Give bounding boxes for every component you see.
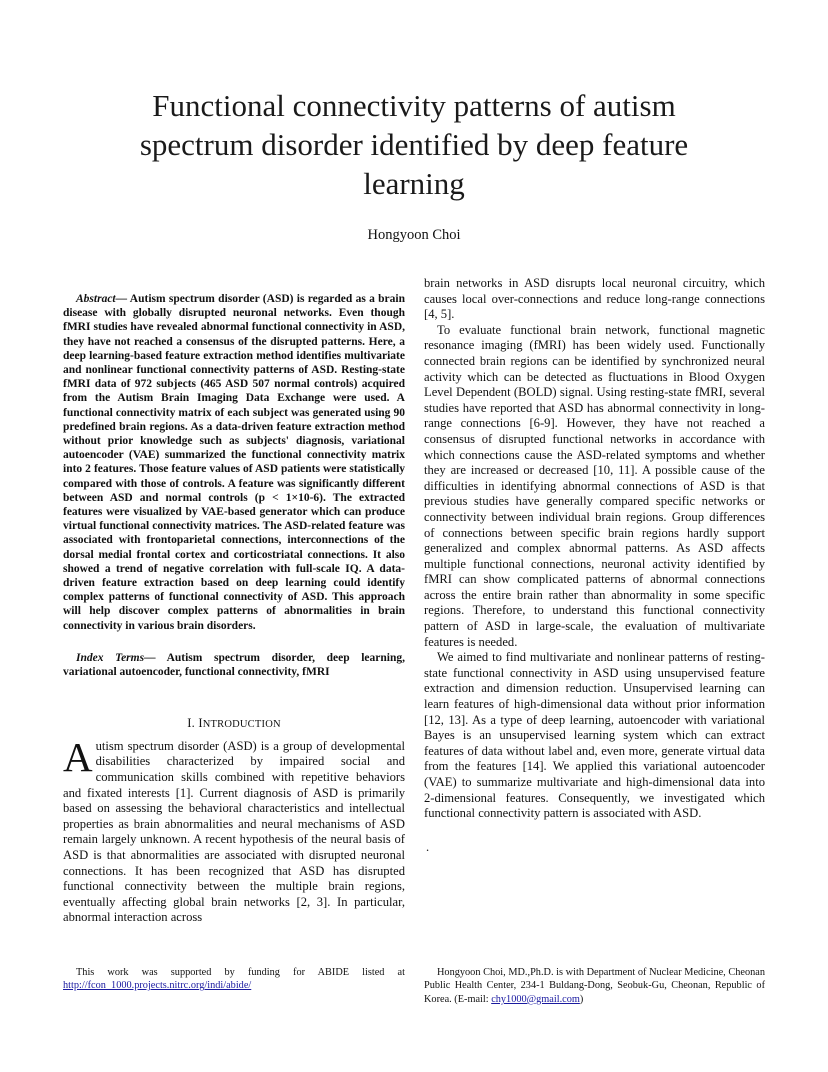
- index-terms: [63, 651, 405, 679]
- paper-title: [100, 86, 728, 203]
- right-column: [424, 276, 765, 855]
- section-numeral: I.: [187, 716, 195, 731]
- author-name: Hongyoon Choi: [367, 227, 461, 243]
- email-link[interactable]: chy1000@gmail.com: [491, 993, 580, 1005]
- title-line: spectrum disorder identified by deep feature: [139, 127, 689, 162]
- footnote-funding-text: This work was supported by funding for ABIDE listed at: [76, 967, 405, 978]
- abide-link[interactable]: http://fcon_1000.projects.nitrc.org/indi/abide/: [63, 980, 252, 992]
- abstract: [63, 292, 405, 633]
- index-terms-text: Autism spectrum disorder, deep learning, variational autoencoder, functional connectivity, fMRI: [63, 651, 405, 679]
- stray-dot: .: [426, 839, 430, 854]
- footnote-affiliation-text: Hongyoon Choi, MD.,Ph.D. is with Department of Nuclear Medicine, Cheonan Public Health Center, 234-1 Buldang-Dong, Seobuk-Gu, Cheonan, Republic of Korea. (E-mail:: [424, 967, 765, 1005]
- drop-cap: A: [63, 733, 93, 780]
- index-terms-label: Index Terms—: [76, 651, 156, 664]
- footnote-funding: [63, 966, 405, 993]
- section-heading: [63, 716, 405, 733]
- body-paragraph: We aimed to find multivariate and nonlinear patterns of resting-state functional connectivity in ASD using unsupervised feature extraction and dimension reduction. Unsupervised learning can learn features of high-dimensional data without prior information [12, 13]. As a type of deep learning, autoencoder with variational Bayes is an unsupervised learning system which can extract features of data without label and, even more, generate virtual data from the features [14]. We applied this variational autoencoder (VAE) to summarize multivariate and high-dimensional data into 2-dimensional features. Consequently, we investigated which functional connectivity pattern is associated with ASD.: [424, 650, 765, 821]
- footnote-affiliation: [424, 966, 765, 1006]
- left-column: [63, 292, 405, 926]
- section-rest: NTRODUCTION: [202, 719, 281, 731]
- body-paragraph: brain networks in ASD disrupts local neuronal circuitry, which causes local over-connections and reduce long-range connections [4, 5].: [424, 276, 765, 322]
- abstract-text: Autism spectrum disorder (ASD) is regarded as a brain disease with globally disrupted neuronal networks. Even though fMRI studies have revealed abnormal functional connectivity in ASD, they have not reached a consensus of the disrupted patterns. Here, a deep learning-based feature extraction method identifies multivariate and nonlinear functional connectivity patterns of ASD. Resting-state fMRI data of 972 subjects (465 ASD 507 normal controls) acquired from the Autism Brain Imaging Data Exchange were used. A functional connectivity matrix of each subject was generated using 90 predefined brain regions. As a data-driven feature extraction method without prior knowledge such as subjects' diagnosis, variational autoencoder (VAE) summarized the functional connectivity matrix into 2 features. Those feature values of ASD patients were statistically compared with those of controls. A feature was significantly different between ASD and normal controls (p < 1×10-6). The extracted features were visualized by VAE-based generator which can produce virtual functional connectivity matrices. The ASD-related feature was associated with frontoparietal connections, interconnections of the dorsal medial frontal cortex and corticostriatal connections. It also showed a trend of negative correlation with full-scale IQ. A data-driven feature extraction based on deep learning could identify complex patterns of functional connectivity of ASD. This approach will help discover complex patterns of abnormalities in brain connectivity in various brain disorders.: [63, 293, 405, 632]
- section-initial: I: [198, 716, 203, 731]
- body-paragraph: To evaluate functional brain network, functional magnetic resonance imaging (fMRI) has been widely used. Functionally connected brain regions can be identified by synchronized neural activity which can be detected as fluctuations in Blood Oxygen Level Dependent (BOLD) signal. Using resting-state fMRI, several studies have reported that ASD has abnormal connectivity in long-range connections [6-9]. However, they have not reached a consensus of disrupted functional networks in accordance with which connections cause the ASD-related symptoms and whether they are increased or decreased [10, 11]. A possible cause of the difficulties in identifying abnormal connections of ASD is that previous studies have generally compared specific networks or connectivity between individual brain regions. Group differences of connections between specific brain regions hardly support generalized and complex abnormal patterns. As ASD affects multiple functional connections, neuronal activity identified by fMRI can show complicated patterns of abnormal connections across the entire brain rather than abnormality in some specific regions. Therefore, to understand this functional connectivity pattern of ASD in large-scale, the evaluation of multivariate features is needed.: [424, 322, 765, 649]
- footnote-close: ): [579, 993, 584, 1005]
- abstract-label: Abstract—: [76, 293, 128, 305]
- title-line: learning: [363, 166, 465, 201]
- intro-text: utism spectrum disorder (ASD) is a group of developmental disabilities characterized by impaired social and communication skills combined with repetitive behaviors and fixated interests [1]. Current diagnosis of ASD is primarily based on assessing the behavioral characteristics and intellectual properties as brain abnormalities and neural mechanisms of ASD remain largely unknown. A recent hypothesis of the neural basis of ASD is that abnormalities are associated with disrupted neuronal connections. It has been recognized that ASD has disrupted functional connectivity between the multiple brain regions, eventually affecting global brain networks [2, 3]. In particular, abnormal interaction across: [63, 738, 405, 925]
- intro-paragraph: [63, 733, 405, 926]
- title-line: Functional connectivity patterns of autism: [152, 88, 676, 123]
